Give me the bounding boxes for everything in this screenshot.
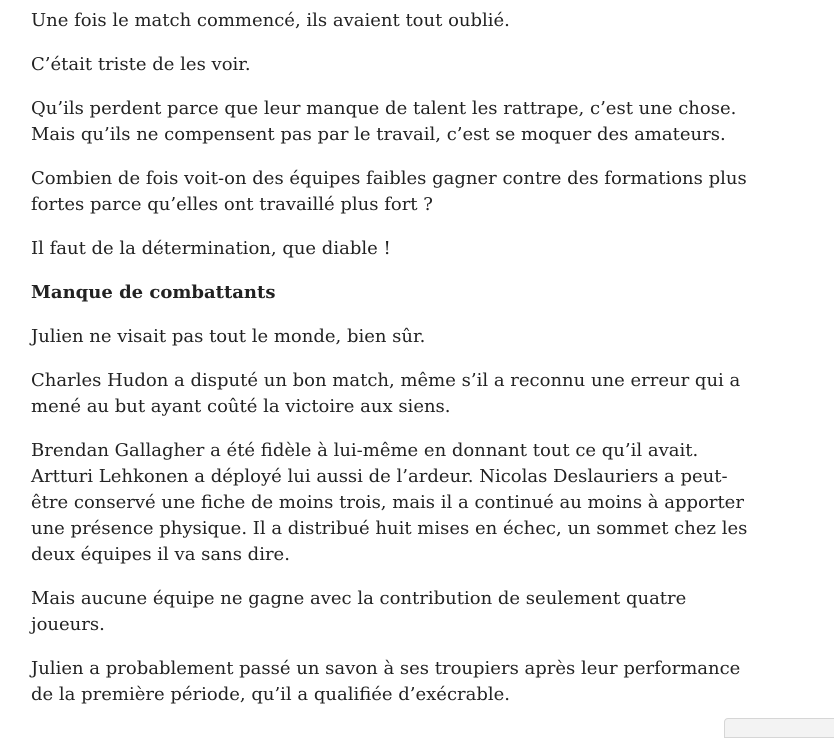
article-body (31, 8, 751, 726)
paragraph: Charles Hudon a disputé un bon match, même s’il a reconnu une erreur qui a mené au but ayant coûté la victoire aux siens. (31, 370, 741, 417)
paragraph: Julien a probablement passé un savon à ses troupiers après leur performance de la première période, qu’il a qualifiée d’exécrable. (31, 658, 741, 705)
paragraph: Mais aucune équipe ne gagne avec la contribution de seulement quatre joueurs. (31, 588, 687, 635)
paragraph: Brendan Gallagher a été fidèle à lui-même en donnant tout ce qu’il avait. Artturi Lehkonen a déployé lui aussi de l’ardeur. Nicolas Deslauriers a peut-être conservé une fiche de moins trois, mais il a continué au moins à apporter une présence physique. Il a distribué huit mises en échec, un sommet chez les deux équipes il va sans dire. (31, 440, 748, 565)
paragraph: Combien de fois voit-on des équipes faibles gagner contre des formations plus fortes parce qu’elles ont travaillé plus fort ? (31, 168, 747, 215)
section-subheading: Manque de combattants (31, 282, 276, 303)
paragraph: Une fois le match commencé, ils avaient tout oublié. (31, 10, 510, 31)
paragraph: Qu’ils perdent parce que leur manque de talent les rattrape, c’est une chose. Mais qu’ils ne compensent pas par le travail, c’est se moquer des amateurs. (31, 98, 737, 145)
paragraph: Julien ne visait pas tout le monde, bien sûr. (31, 326, 426, 347)
paragraph: C’était triste de les voir. (31, 54, 251, 75)
paragraph: Il faut de la détermination, que diable ! (31, 238, 391, 259)
floating-widget-tab[interactable] (724, 718, 834, 738)
